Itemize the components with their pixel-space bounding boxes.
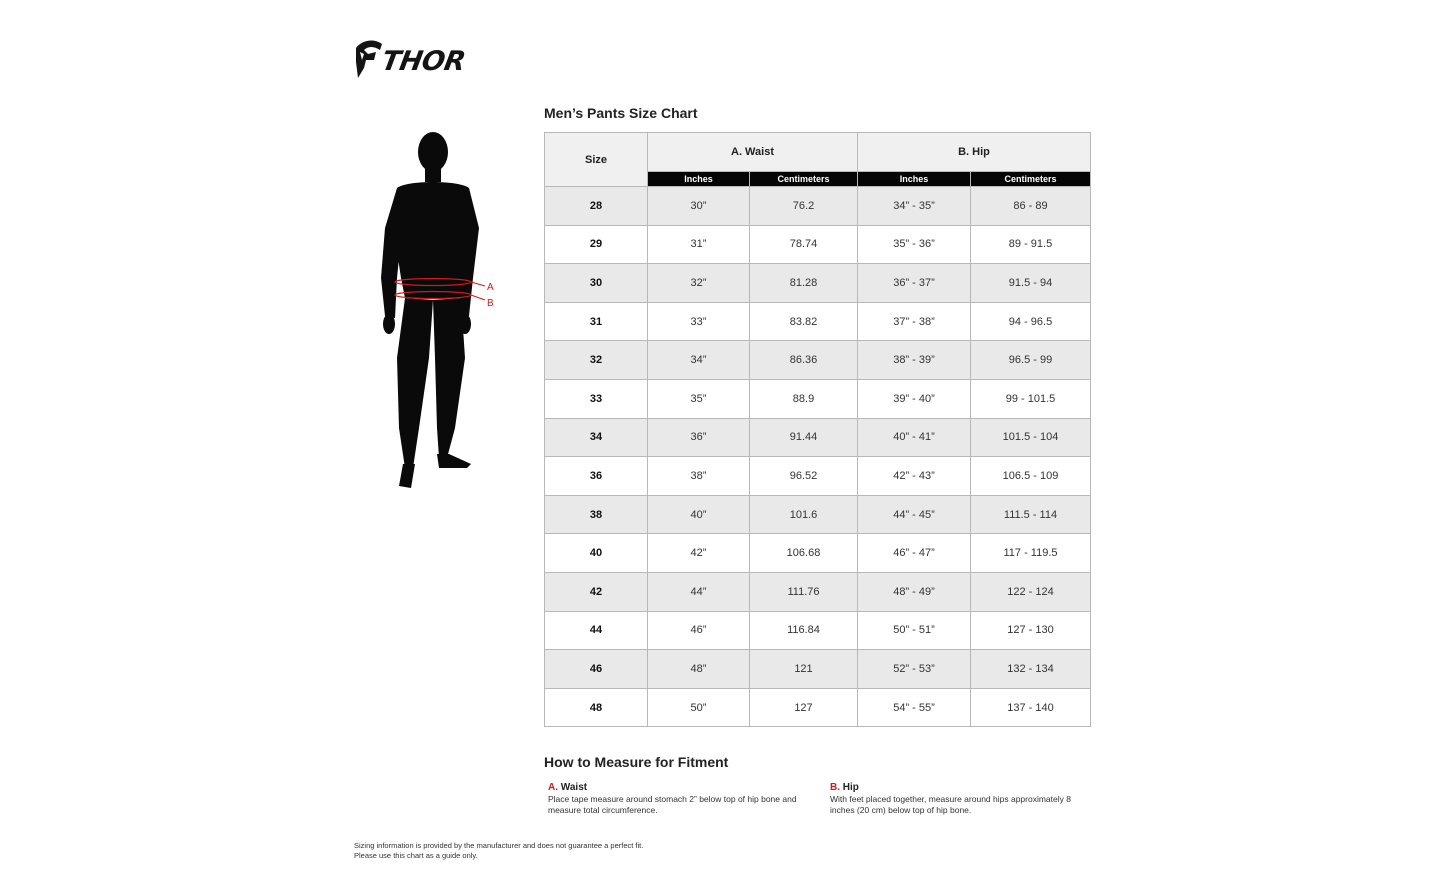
hip-letter: B. bbox=[830, 782, 840, 793]
size-cell: 44 bbox=[545, 611, 648, 650]
hip-instructions-heading bbox=[830, 782, 1090, 793]
size-cell: 42 bbox=[545, 572, 648, 611]
hip-text: With feet placed together, measure around hips approximately 8 inches (20 cm) below top of hip bone. bbox=[830, 794, 1071, 815]
size-cell: 28 bbox=[545, 187, 648, 226]
disclaimer bbox=[354, 841, 643, 861]
chart-title: Men’s Pants Size Chart bbox=[544, 105, 698, 121]
table-row bbox=[545, 225, 1091, 264]
size-cell: 29 bbox=[545, 225, 648, 264]
waist-inches-cell: 38” bbox=[648, 457, 750, 496]
hip-instructions bbox=[830, 782, 1090, 816]
table-row bbox=[545, 611, 1091, 650]
table-row bbox=[545, 534, 1091, 573]
hip-inches-cell: 54” - 55” bbox=[858, 688, 971, 727]
waist-inches-cell: 40” bbox=[648, 495, 750, 534]
waist-label: Waist bbox=[560, 782, 588, 793]
waist-inches-cell: 50” bbox=[648, 688, 750, 727]
hip-inches-cell: 42” - 43” bbox=[858, 457, 971, 496]
waist-inches-cell: 32” bbox=[648, 264, 750, 303]
hip-inches-cell: 35” - 36” bbox=[858, 225, 971, 264]
waist-instructions bbox=[548, 782, 808, 816]
hip-centimeters-cell: 91.5 - 94 bbox=[971, 264, 1091, 303]
size-cell: 33 bbox=[545, 379, 648, 418]
waist-centimeters-cell: 78.74 bbox=[750, 225, 858, 264]
hip-centimeters-cell: 89 - 91.5 bbox=[971, 225, 1091, 264]
table-row bbox=[545, 379, 1091, 418]
waist-centimeters-cell: 76.2 bbox=[750, 187, 858, 226]
subheader-waist-inches: Inches bbox=[648, 172, 750, 187]
size-cell: 34 bbox=[545, 418, 648, 457]
size-cell: 31 bbox=[545, 302, 648, 341]
size-cell: 30 bbox=[545, 264, 648, 303]
waist-centimeters-cell: 127 bbox=[750, 688, 858, 727]
table-row bbox=[545, 341, 1091, 380]
subheader-waist-centimeters: Centimeters bbox=[750, 172, 858, 187]
hip-centimeters-cell: 111.5 - 114 bbox=[971, 495, 1091, 534]
size-cell: 38 bbox=[545, 495, 648, 534]
waist-centimeters-cell: 83.82 bbox=[750, 302, 858, 341]
waist-centimeters-cell: 101.6 bbox=[750, 495, 858, 534]
hip-inches-cell: 34” - 35” bbox=[858, 187, 971, 226]
hip-inches-cell: 40” - 41” bbox=[858, 418, 971, 457]
waist-centimeters-cell: 91.44 bbox=[750, 418, 858, 457]
hip-centimeters-cell: 101.5 - 104 bbox=[971, 418, 1091, 457]
table-row bbox=[545, 302, 1091, 341]
disclaimer-line-2: Please use this chart as a guide only. bbox=[354, 851, 478, 860]
table-header-row bbox=[545, 133, 1091, 172]
waist-header: A. Waist bbox=[648, 133, 858, 172]
body-figure-icon bbox=[375, 128, 505, 493]
table-row bbox=[545, 264, 1091, 303]
hip-centimeters-cell: 106.5 - 109 bbox=[971, 457, 1091, 496]
size-header: Size bbox=[545, 133, 648, 187]
table-row bbox=[545, 688, 1091, 727]
waist-centimeters-cell: 81.28 bbox=[750, 264, 858, 303]
hip-inches-cell: 36” - 37” bbox=[858, 264, 971, 303]
hip-centimeters-cell: 137 - 140 bbox=[971, 688, 1091, 727]
hip-centimeters-cell: 122 - 124 bbox=[971, 572, 1091, 611]
hip-inches-cell: 37” - 38” bbox=[858, 302, 971, 341]
table-row bbox=[545, 495, 1091, 534]
hip-centimeters-cell: 117 - 119.5 bbox=[971, 534, 1091, 573]
table-row bbox=[545, 457, 1091, 496]
brand-name: THOR bbox=[379, 46, 468, 77]
figure-label-b: B bbox=[487, 298, 494, 309]
waist-centimeters-cell: 86.36 bbox=[750, 341, 858, 380]
table-row bbox=[545, 187, 1091, 226]
size-cell: 40 bbox=[545, 534, 648, 573]
figure-label-a: A bbox=[487, 282, 494, 293]
hip-inches-cell: 44” - 45” bbox=[858, 495, 971, 534]
waist-centimeters-cell: 121 bbox=[750, 650, 858, 689]
waist-text: Place tape measure around stomach 2” below top of hip bone and measure total circumference. bbox=[548, 794, 797, 815]
hip-inches-cell: 46” - 47” bbox=[858, 534, 971, 573]
waist-centimeters-cell: 88.9 bbox=[750, 379, 858, 418]
table-row bbox=[545, 418, 1091, 457]
subheader-hip-centimeters: Centimeters bbox=[971, 172, 1091, 187]
hip-centimeters-cell: 94 - 96.5 bbox=[971, 302, 1091, 341]
waist-inches-cell: 31” bbox=[648, 225, 750, 264]
hip-inches-cell: 38” - 39” bbox=[858, 341, 971, 380]
waist-inches-cell: 30” bbox=[648, 187, 750, 226]
hip-centimeters-cell: 132 - 134 bbox=[971, 650, 1091, 689]
table-row bbox=[545, 650, 1091, 689]
waist-centimeters-cell: 116.84 bbox=[750, 611, 858, 650]
hip-centimeters-cell: 99 - 101.5 bbox=[971, 379, 1091, 418]
waist-inches-cell: 34” bbox=[648, 341, 750, 380]
waist-inches-cell: 35” bbox=[648, 379, 750, 418]
table-body bbox=[545, 187, 1091, 727]
howto-title: How to Measure for Fitment bbox=[544, 754, 729, 770]
waist-letter: A. bbox=[548, 782, 558, 793]
waist-instructions-heading bbox=[548, 782, 808, 793]
size-table bbox=[544, 132, 1091, 727]
size-cell: 36 bbox=[545, 457, 648, 496]
hip-inches-cell: 52” - 53” bbox=[858, 650, 971, 689]
size-cell: 46 bbox=[545, 650, 648, 689]
waist-centimeters-cell: 96.52 bbox=[750, 457, 858, 496]
waist-centimeters-cell: 106.68 bbox=[750, 534, 858, 573]
waist-centimeters-cell: 111.76 bbox=[750, 572, 858, 611]
subheader-hip-inches: Inches bbox=[858, 172, 971, 187]
hip-label: Hip bbox=[842, 782, 859, 793]
size-cell: 48 bbox=[545, 688, 648, 727]
hip-centimeters-cell: 96.5 - 99 bbox=[971, 341, 1091, 380]
waist-inches-cell: 36” bbox=[648, 418, 750, 457]
hip-inches-cell: 50” - 51” bbox=[858, 611, 971, 650]
hip-header: B. Hip bbox=[858, 133, 1091, 172]
waist-inches-cell: 48” bbox=[648, 650, 750, 689]
hip-centimeters-cell: 127 - 130 bbox=[971, 611, 1091, 650]
waist-inches-cell: 46” bbox=[648, 611, 750, 650]
waist-inches-cell: 33” bbox=[648, 302, 750, 341]
hip-inches-cell: 48” - 49” bbox=[858, 572, 971, 611]
waist-inches-cell: 44” bbox=[648, 572, 750, 611]
waist-inches-cell: 42” bbox=[648, 534, 750, 573]
disclaimer-line-1: Sizing information is provided by the manufacturer and does not guarantee a perfect fit. bbox=[354, 841, 644, 850]
table-row bbox=[545, 572, 1091, 611]
size-cell: 32 bbox=[545, 341, 648, 380]
hip-inches-cell: 39” - 40” bbox=[858, 379, 971, 418]
hip-centimeters-cell: 86 - 89 bbox=[971, 187, 1091, 226]
